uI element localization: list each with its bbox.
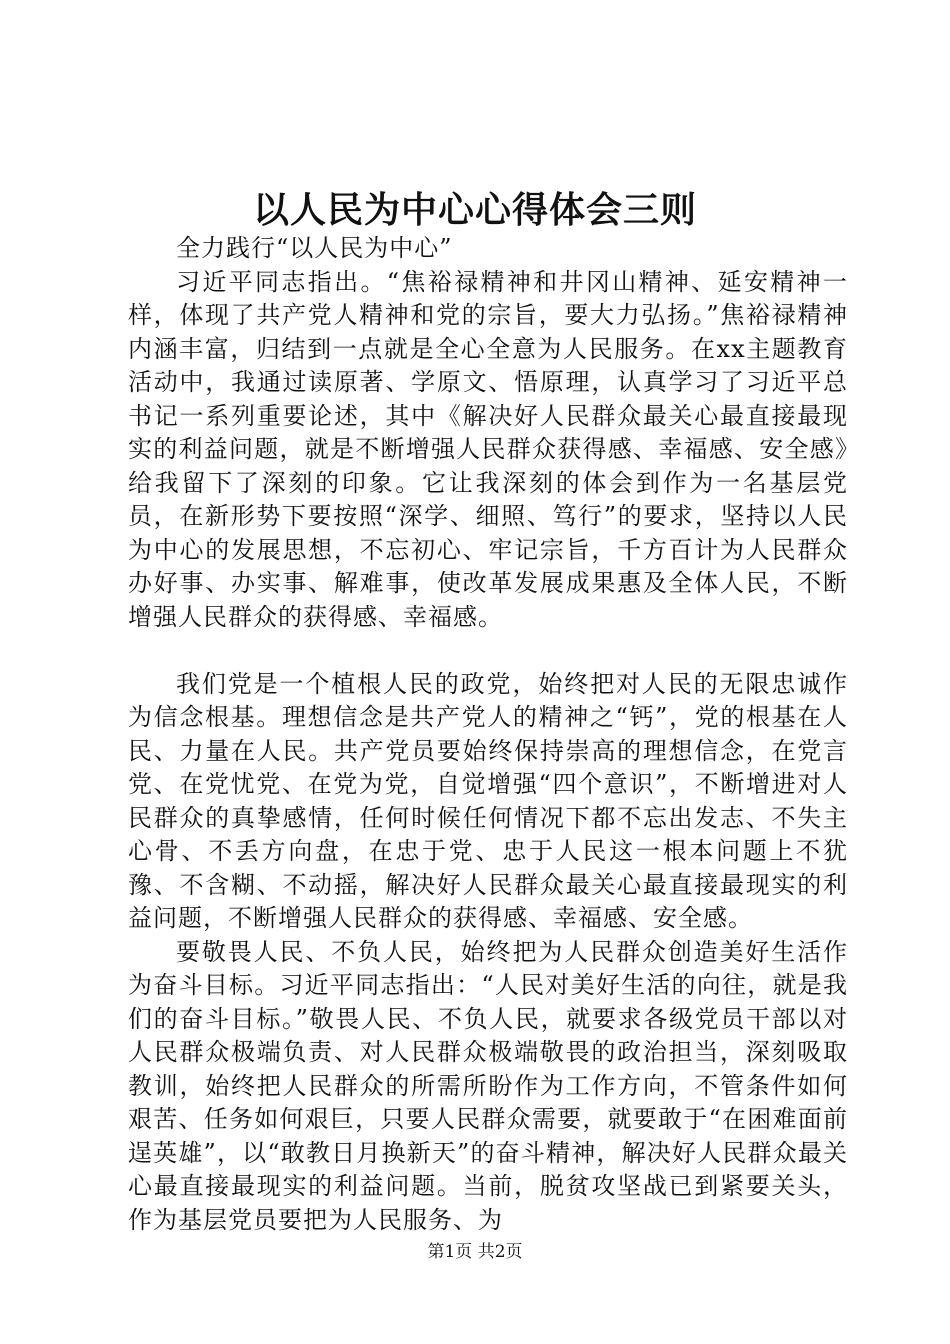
page-footer: 第1页 共2页 [427, 1242, 523, 1262]
paragraph-3: 要敬畏人民、不负人民，始终把为人民群众创造美好生活作为奋斗目标。习近平同志指出：“人民对美好生活的向往，就是我们的奋斗目标。”敬畏人民、不负人民，就要求各级党员干部以对人民群众极端负责、对人民群众极端敬畏的政治担当，深刻吸取教训，始终把人民群众的所需所盼作为工作方向，不管条件如何艰苦、任务如何艰巨，只要人民群众需要，就要敢于“在困难面前逞英雄”，以“敢教日月换新天”的奋斗精神，解决好人民群众最关心最直接最现实的利益问题。当前，脱贫攻坚战已到紧要关头，作为基层党员要把为人民服务、为 [128, 937, 848, 1234]
document-body [128, 232, 848, 1237]
document-title: 以人民为中心心得体会三则 [252, 189, 697, 231]
paragraph-subtitle: 全力践行“以人民为中心” [176, 234, 453, 262]
paragraph-2: 我们党是一个植根人民的政党，始终把对人民的无限忠诚作为信念根基。理想信念是共产党人的精神之“钙”，党的根基在人民、力量在人民。共产党员要始终保持崇高的理想信念，在党言党、在党忧党、在党为党，自觉增强“四个意识”，不断增进对人民群众的真挚感情，任何时候任何情况下都不忘出发志、不失主心骨、不丢方向盘，在忠于党、忠于人民这一根本问题上不犹豫、不含糊、不动摇，解决好人民群众最关心最直接最现实的利益问题，不断增强人民群众的获得感、幸福感、安全感。 [128, 669, 848, 932]
paragraph-1: 习近平同志指出。“焦裕禄精神和井冈山精神、延安精神一样，体现了共产党人精神和党的宗旨，要大力弘扬。”焦裕禄精神内涵丰富，归结到一点就是全心全意为人民服务。在xx主题教育活动中，我通过读原著、学原文、悟原理，认真学习了习近平总书记一系列重要论述，其中《解决好人民群众最关心最直接最现实的利益问题，就是不断增强人民群众获得感、幸福感、安全感》给我留下了深刻的印象。它让我深刻的体会到作为一名基层党员，在新形势下要按照“深学、细照、笃行”的要求，坚持以人民为中心的发展思想，不忘初心、牢记宗旨，千方百计为人民群众办好事、办实事、解难事，使改革发展成果惠及全体人民，不断增强人民群众的获得感、幸福感。 [128, 267, 848, 631]
